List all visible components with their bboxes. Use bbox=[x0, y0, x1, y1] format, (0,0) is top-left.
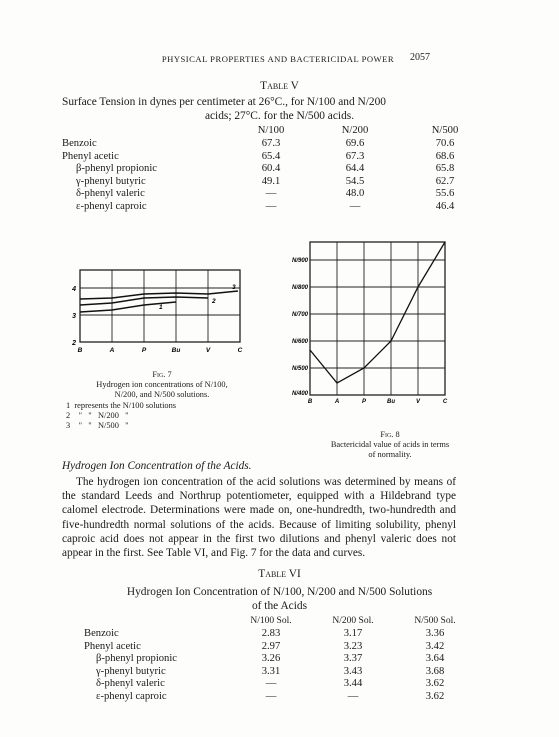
fig8-graph bbox=[280, 240, 460, 408]
cell: 70.6 bbox=[435, 138, 455, 149]
cell: 64.4 bbox=[345, 163, 365, 175]
row-label: ε-phenyl caproic bbox=[76, 200, 147, 212]
table6-caption-1: Hydrogen Ion Concentration of N/100, N/200 and N/500 Solutions bbox=[126, 586, 433, 598]
table5-col-1: N/100 bbox=[257, 125, 285, 136]
row-label: β-phenyl propionic bbox=[96, 653, 177, 665]
cell: 3.23 bbox=[343, 640, 363, 652]
table-row bbox=[0, 678, 559, 691]
cell: 3.62 bbox=[425, 690, 445, 702]
table5-body bbox=[0, 138, 559, 214]
table-row bbox=[0, 176, 559, 189]
row-label: δ-phenyl valeric bbox=[76, 188, 145, 200]
fig8-ytick: N/600 bbox=[291, 339, 308, 345]
cell: 2.97 bbox=[261, 640, 281, 652]
fig8-curve bbox=[310, 242, 445, 383]
table5-caption-1: Surface Tension in dynes per centimeter at 26°C., for N/100 and N/200 bbox=[62, 96, 386, 108]
fig8-title-text: Fig. 8 bbox=[380, 430, 400, 439]
table-row bbox=[0, 188, 559, 201]
fig8-ytick: N/400 bbox=[291, 391, 308, 397]
fig8-frame bbox=[310, 242, 445, 395]
cell: 3.37 bbox=[343, 653, 363, 665]
fig8-ytick: N/800 bbox=[291, 285, 308, 291]
cell: 3.64 bbox=[425, 653, 445, 665]
fig7-ymark-3: 3 bbox=[72, 313, 76, 320]
table-row bbox=[0, 201, 559, 214]
fig8-title bbox=[300, 430, 480, 440]
legend-text: " " N/200 " bbox=[78, 411, 129, 420]
running-title: PHYSICAL PROPERTIES AND BACTERICIDAL POWER bbox=[161, 54, 395, 64]
section-heading: Hydrogen Ion Concentration of the Acids. bbox=[62, 460, 252, 472]
table-row bbox=[0, 641, 559, 654]
legend-num: 2 bbox=[66, 411, 71, 420]
cell: 3.31 bbox=[261, 665, 281, 677]
cell: 3.43 bbox=[343, 665, 363, 677]
table6-caption-2: of the Acids bbox=[251, 600, 308, 612]
cell: 3.44 bbox=[343, 678, 363, 690]
fig7-line-label-1: 1 bbox=[159, 304, 163, 311]
cell: 48.0 bbox=[345, 188, 365, 200]
table6-col-1: N/100 Sol. bbox=[250, 616, 292, 626]
row-label: Benzoic bbox=[62, 138, 97, 149]
table5-caption-2: acids; 27°C. for the N/500 acids. bbox=[204, 110, 355, 122]
table5-label: Table V bbox=[260, 80, 299, 92]
cell: 2.83 bbox=[261, 628, 281, 639]
fig7-xtick: B bbox=[77, 347, 83, 354]
fig8-xtick: V bbox=[415, 399, 421, 405]
fig8-gridlines bbox=[310, 242, 445, 395]
table-row bbox=[0, 666, 559, 679]
fig7-graph bbox=[60, 268, 260, 358]
cell: 65.4 bbox=[261, 150, 281, 162]
fig7-xtick: V bbox=[205, 347, 211, 354]
legend-num: 1 bbox=[66, 401, 71, 410]
cell: — bbox=[265, 690, 277, 702]
cell: 68.6 bbox=[435, 150, 455, 162]
table6-label: Table VI bbox=[258, 568, 301, 580]
cell: 67.3 bbox=[345, 150, 365, 162]
row-label: Benzoic bbox=[84, 628, 119, 639]
fig7-xtick: C bbox=[237, 347, 243, 354]
cell: 69.6 bbox=[345, 138, 365, 149]
table6-body bbox=[0, 628, 559, 704]
fig8-caption-2: of normality. bbox=[368, 450, 412, 459]
cell: — bbox=[265, 678, 277, 690]
row-label: β-phenyl propionic bbox=[76, 163, 157, 175]
table-row bbox=[0, 163, 559, 176]
row-label: γ-phenyl butyric bbox=[76, 175, 146, 187]
cell: 46.4 bbox=[435, 200, 455, 212]
table5-col-3: N/500 bbox=[431, 125, 459, 136]
legend-item bbox=[66, 411, 266, 421]
legend-item bbox=[66, 421, 266, 431]
cell: 3.36 bbox=[425, 628, 445, 639]
fig7-ymark-4: 4 bbox=[72, 286, 76, 293]
cell: 67.3 bbox=[261, 138, 281, 149]
cell: 3.62 bbox=[425, 678, 445, 690]
fig7-caption-1: Hydrogen ion concentrations of N/100, bbox=[96, 380, 228, 389]
table-row bbox=[0, 138, 559, 151]
cell: 55.6 bbox=[435, 188, 455, 200]
fig8-xtick: Bu bbox=[387, 399, 395, 405]
row-label: Phenyl acetic bbox=[62, 150, 119, 162]
cell: 54.5 bbox=[345, 175, 365, 187]
cell: — bbox=[265, 188, 277, 200]
legend-item bbox=[66, 401, 266, 411]
cell: 65.8 bbox=[435, 163, 455, 175]
row-label: ε-phenyl caproic bbox=[96, 690, 167, 702]
row-label: γ-phenyl butyric bbox=[96, 665, 166, 677]
legend-text: " " N/500 " bbox=[78, 421, 129, 430]
cell: 60.4 bbox=[261, 163, 281, 175]
table-row bbox=[0, 628, 559, 641]
fig7-legend bbox=[66, 401, 266, 431]
cell: 3.42 bbox=[425, 640, 445, 652]
table5-col-2: N/200 bbox=[341, 125, 369, 136]
cell: 62.7 bbox=[435, 175, 455, 187]
fig7-ymark-2: 2 bbox=[72, 340, 76, 347]
cell: 49.1 bbox=[261, 175, 281, 187]
table-row bbox=[0, 151, 559, 164]
cell: — bbox=[347, 690, 359, 702]
cell: 3.26 bbox=[261, 653, 281, 665]
cell: 3.17 bbox=[343, 628, 363, 639]
fig7-xtick: Bu bbox=[171, 347, 181, 354]
table6-header-row bbox=[0, 615, 559, 628]
fig8-xtick: C bbox=[442, 399, 448, 405]
cell: — bbox=[349, 200, 361, 212]
fig7-line-label-2: 2 bbox=[212, 298, 216, 305]
page-number: 2057 bbox=[410, 52, 430, 63]
legend-text: represents the N/100 solutions bbox=[74, 401, 177, 410]
fig8-ytick: N/900 bbox=[291, 258, 308, 264]
table-row bbox=[0, 653, 559, 666]
legend-num: 3 bbox=[66, 421, 71, 430]
fig8-ytick: N/500 bbox=[291, 366, 308, 372]
fig8-xtick: P bbox=[361, 399, 367, 405]
fig7-xtick: P bbox=[141, 347, 147, 354]
table6-col-3: N/500 Sol. bbox=[414, 616, 456, 626]
table-row bbox=[0, 691, 559, 704]
body-paragraph: The hydrogen ion concentration of the acid solutions was determined by means of the standard Leeds and Northrup potentiometer, equipped with a Hildebrand type calomel electrode. Determinations were made on, one-hundredth, two-hundredth and five-hundredth normal solutions of the acids. Because of limiting solubility, phenyl caproic acid does not appear in the first two dilutions and phenyl valeric does not appear in the first. See Table VI, and Fig. 7 for the data and curves. bbox=[62, 476, 456, 560]
fig7-line-label-3: 3 bbox=[232, 284, 236, 291]
cell: — bbox=[265, 200, 277, 212]
row-label: Phenyl acetic bbox=[84, 640, 141, 652]
fig8-xtick: B bbox=[307, 399, 313, 405]
cell: 3.68 bbox=[425, 665, 445, 677]
fig8-ytick: N/700 bbox=[291, 312, 308, 318]
row-label: δ-phenyl valeric bbox=[96, 678, 165, 690]
table6-col-2: N/200 Sol. bbox=[332, 616, 374, 626]
fig7-caption-2: N/200, and N/500 solutions. bbox=[114, 390, 210, 399]
fig7-title bbox=[62, 370, 262, 380]
fig7-xtick: A bbox=[109, 347, 115, 354]
fig8-xtick: A bbox=[334, 399, 340, 405]
table5-header-row bbox=[0, 125, 559, 138]
fig7-title-text: Fig. 7 bbox=[152, 370, 172, 379]
fig8-caption-1: Bactericidal value of acids in terms bbox=[330, 440, 450, 449]
